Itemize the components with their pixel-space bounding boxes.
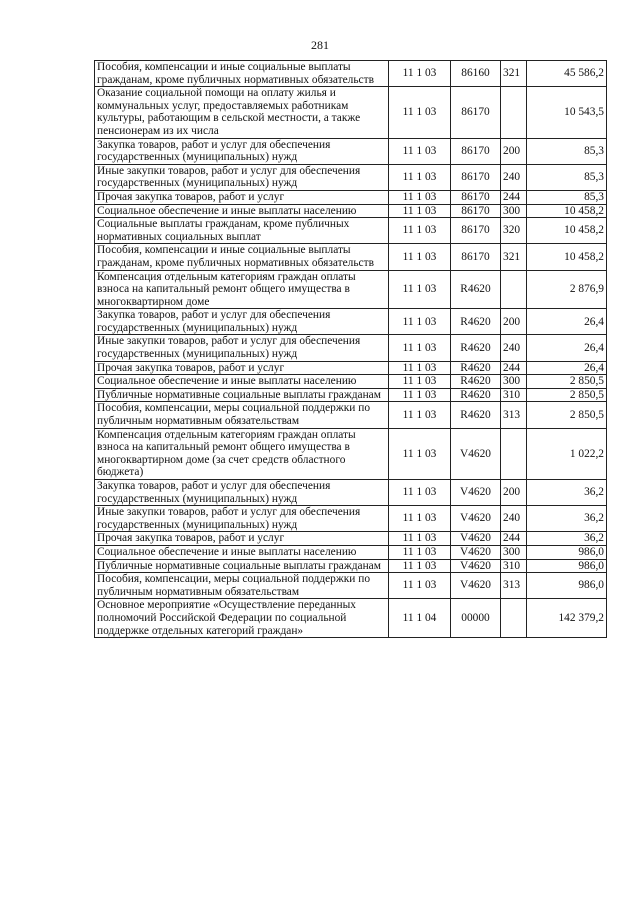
table-row [95,270,607,309]
row-code-cell: 11 1 03 [389,270,451,309]
row-target-cell: V4620 [451,545,501,559]
row-target-cell: 86170 [451,244,501,270]
row-target-cell: 86170 [451,138,501,164]
row-amount-cell: 2 850,5 [527,375,607,389]
table-row [95,361,607,375]
row-code-cell: 11 1 03 [389,480,451,506]
table-row [95,335,607,361]
row-amount-cell: 85,3 [527,190,607,204]
table-row [95,375,607,389]
row-amount-cell: 986,0 [527,545,607,559]
row-code-cell: 11 1 03 [389,388,451,402]
row-target-cell: 86160 [451,61,501,87]
row-code-cell: 11 1 03 [389,573,451,599]
table-row [95,244,607,270]
table-row [95,388,607,402]
row-amount-cell: 26,4 [527,335,607,361]
row-expense-type-cell: 300 [501,204,527,218]
row-amount-cell: 142 379,2 [527,599,607,638]
row-name-cell: Закупка товаров, работ и услуг для обеспечения государственных (муниципальных) нужд [95,480,389,506]
table-row [95,204,607,218]
row-amount-cell: 986,0 [527,573,607,599]
row-expense-type-cell [501,428,527,479]
row-expense-type-cell: 240 [501,164,527,190]
row-expense-type-cell: 244 [501,361,527,375]
row-amount-cell: 2 850,5 [527,388,607,402]
row-name-cell: Пособия, компенсации, меры социальной поддержки по публичным нормативным обязательствам [95,573,389,599]
row-target-cell: R4620 [451,335,501,361]
row-amount-cell: 85,3 [527,164,607,190]
row-expense-type-cell: 310 [501,559,527,573]
row-name-cell: Иные закупки товаров, работ и услуг для обеспечения государственных (муниципальных) нужд [95,335,389,361]
row-code-cell: 11 1 03 [389,204,451,218]
row-code-cell: 11 1 03 [389,87,451,138]
row-code-cell: 11 1 03 [389,138,451,164]
row-expense-type-cell: 313 [501,402,527,428]
row-code-cell: 11 1 03 [389,506,451,532]
row-amount-cell: 85,3 [527,138,607,164]
row-name-cell: Социальные выплаты гражданам, кроме публичных нормативных социальных выплат [95,218,389,244]
row-name-cell: Иные закупки товаров, работ и услуг для обеспечения государственных (муниципальных) нужд [95,506,389,532]
row-target-cell: V4620 [451,573,501,599]
row-name-cell: Прочая закупка товаров, работ и услуг [95,361,389,375]
row-name-cell: Прочая закупка товаров, работ и услуг [95,532,389,546]
row-expense-type-cell: 244 [501,190,527,204]
row-amount-cell: 10 458,2 [527,204,607,218]
table-row [95,573,607,599]
row-code-cell: 11 1 03 [389,361,451,375]
row-expense-type-cell: 320 [501,218,527,244]
row-code-cell: 11 1 03 [389,61,451,87]
table-row [95,599,607,638]
row-amount-cell: 986,0 [527,559,607,573]
row-code-cell: 11 1 03 [389,428,451,479]
row-target-cell: V4620 [451,532,501,546]
row-amount-cell: 2 876,9 [527,270,607,309]
row-expense-type-cell: 300 [501,545,527,559]
row-expense-type-cell: 313 [501,573,527,599]
row-name-cell: Прочая закупка товаров, работ и услуг [95,190,389,204]
row-amount-cell: 2 850,5 [527,402,607,428]
table-row [95,480,607,506]
row-target-cell: V4620 [451,480,501,506]
table-row [95,190,607,204]
row-expense-type-cell: 200 [501,480,527,506]
table-row [95,309,607,335]
row-code-cell: 11 1 03 [389,559,451,573]
row-code-cell: 11 1 03 [389,190,451,204]
row-target-cell: R4620 [451,402,501,428]
row-code-cell: 11 1 03 [389,375,451,389]
row-amount-cell: 45 586,2 [527,61,607,87]
row-code-cell: 11 1 04 [389,599,451,638]
row-name-cell: Закупка товаров, работ и услуг для обеспечения государственных (муниципальных) нужд [95,138,389,164]
row-expense-type-cell: 321 [501,244,527,270]
table-row [95,545,607,559]
row-name-cell: Публичные нормативные социальные выплаты гражданам [95,388,389,402]
row-code-cell: 11 1 03 [389,244,451,270]
table-row [95,506,607,532]
row-expense-type-cell: 310 [501,388,527,402]
table-row [95,532,607,546]
row-expense-type-cell [501,599,527,638]
table-row [95,164,607,190]
budget-table-body [95,61,607,638]
row-name-cell: Основное мероприятие «Осуществление переданных полномочий Российской Федерации по социальной поддержке отдельных категорий граждан» [95,599,389,638]
row-name-cell: Социальное обеспечение и иные выплаты населению [95,545,389,559]
row-name-cell: Пособия, компенсации и иные социальные выплаты гражданам, кроме публичных нормативных обязательств [95,61,389,87]
row-amount-cell: 10 458,2 [527,218,607,244]
row-target-cell: 86170 [451,204,501,218]
row-target-cell: R4620 [451,309,501,335]
row-amount-cell: 10 543,5 [527,87,607,138]
row-name-cell: Компенсация отдельным категориям граждан оплаты взноса на капитальный ремонт общего имущества в многоквартирном доме [95,270,389,309]
row-target-cell: R4620 [451,375,501,389]
row-name-cell: Пособия, компенсации и иные социальные выплаты гражданам, кроме публичных нормативных обязательств [95,244,389,270]
table-row [95,218,607,244]
row-expense-type-cell: 240 [501,506,527,532]
row-code-cell: 11 1 03 [389,164,451,190]
row-code-cell: 11 1 03 [389,545,451,559]
row-expense-type-cell [501,270,527,309]
row-target-cell: 86170 [451,87,501,138]
row-code-cell: 11 1 03 [389,335,451,361]
row-name-cell: Социальное обеспечение и иные выплаты населению [95,375,389,389]
row-target-cell: 86170 [451,190,501,204]
table-row [95,87,607,138]
table-row [95,61,607,87]
row-expense-type-cell: 321 [501,61,527,87]
table-row [95,559,607,573]
row-expense-type-cell: 200 [501,138,527,164]
row-target-cell: V4620 [451,428,501,479]
row-target-cell: 86170 [451,218,501,244]
row-amount-cell: 26,4 [527,361,607,375]
row-code-cell: 11 1 03 [389,402,451,428]
row-name-cell: Публичные нормативные социальные выплаты гражданам [95,559,389,573]
row-target-cell: R4620 [451,270,501,309]
row-amount-cell: 26,4 [527,309,607,335]
row-target-cell: V4620 [451,559,501,573]
row-target-cell: 00000 [451,599,501,638]
row-expense-type-cell [501,87,527,138]
table-row [95,428,607,479]
row-name-cell: Компенсация отдельным категориям граждан оплаты взноса на капитальный ремонт общего имущества в многоквартирном доме (за счет средств областного бюджета) [95,428,389,479]
row-name-cell: Иные закупки товаров, работ и услуг для обеспечения государственных (муниципальных) нужд [95,164,389,190]
row-target-cell: R4620 [451,388,501,402]
row-amount-cell: 10 458,2 [527,244,607,270]
row-code-cell: 11 1 03 [389,309,451,335]
row-expense-type-cell: 200 [501,309,527,335]
page-number: 281 [311,38,329,52]
table-row [95,402,607,428]
row-target-cell: R4620 [451,361,501,375]
row-expense-type-cell: 244 [501,532,527,546]
row-expense-type-cell: 300 [501,375,527,389]
row-code-cell: 11 1 03 [389,218,451,244]
row-target-cell: 86170 [451,164,501,190]
row-amount-cell: 1 022,2 [527,428,607,479]
row-name-cell: Социальное обеспечение и иные выплаты населению [95,204,389,218]
row-expense-type-cell: 240 [501,335,527,361]
budget-table [94,60,607,638]
row-name-cell: Пособия, компенсации, меры социальной поддержки по публичным нормативным обязательствам [95,402,389,428]
row-target-cell: V4620 [451,506,501,532]
row-amount-cell: 36,2 [527,506,607,532]
table-row [95,138,607,164]
row-name-cell: Закупка товаров, работ и услуг для обеспечения государственных (муниципальных) нужд [95,309,389,335]
row-amount-cell: 36,2 [527,480,607,506]
row-name-cell: Оказание социальной помощи на оплату жилья и коммунальных услуг, предоставляемых работникам культуры, работающим в сельской местности, а также пенсионерам из их числа [95,87,389,138]
row-amount-cell: 36,2 [527,532,607,546]
row-code-cell: 11 1 03 [389,532,451,546]
